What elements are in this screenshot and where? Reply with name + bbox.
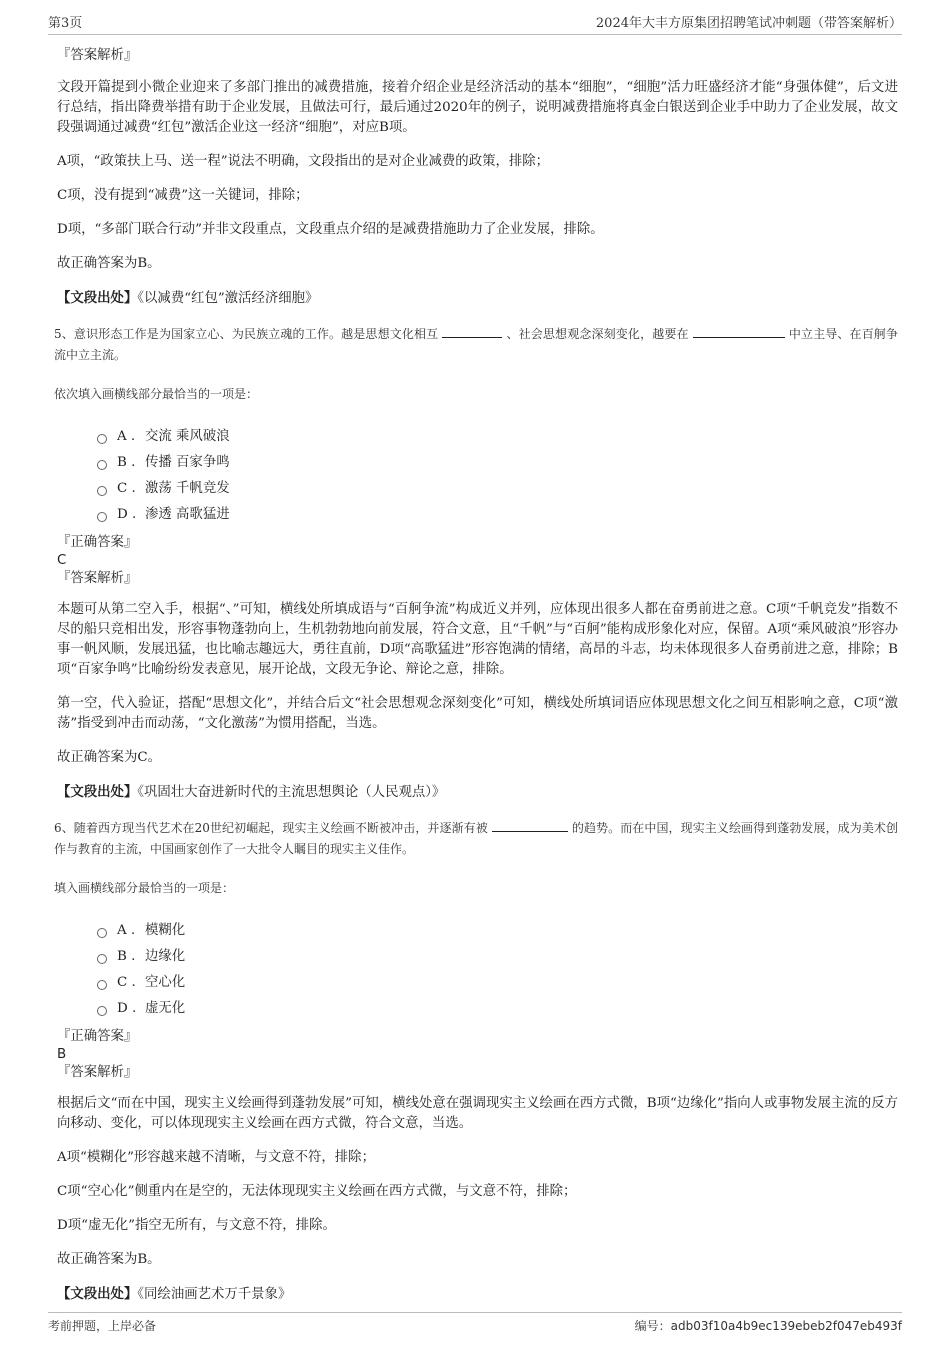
- answer-conclusion: 故正确答案为B。: [57, 1252, 161, 1267]
- page-footer: [48, 1312, 902, 1334]
- analysis-label: 『答案解析』: [57, 571, 138, 586]
- option-text: 渗透 高歌猛进: [145, 507, 230, 522]
- fill-blank: [442, 323, 502, 338]
- option-letter: A .: [117, 923, 136, 938]
- source-label: 【文段出处】: [57, 784, 138, 800]
- answer-conclusion: 故正确答案为B。: [57, 256, 161, 271]
- option-text: 交流 乘风破浪: [145, 429, 230, 444]
- option-c[interactable]: [97, 970, 898, 996]
- analysis-paragraph: D项“虚无化”指空无所有，与文意不符，排除。: [57, 1218, 336, 1233]
- question-text: 中立主导、在百舸争流中立主流。: [54, 327, 898, 362]
- analysis-label: 『答案解析』: [57, 1065, 138, 1080]
- option-text: 边缘化: [145, 949, 186, 964]
- question-6-stem: [54, 817, 898, 860]
- analysis-paragraph: 文段开篇提到小微企业迎来了多部门推出的减费措施，接着介绍企业是经济活动的基本“细胞”，“细胞”活力旺盛经济才能“身强体健”，后文进行总结，指出降费举措有助于企业发展，且做法可行，最后通过2020年的例子，说明减费措施将真金白银送到企业手中助力了企业发展，故文段强调通过减费“红包”激活企业这一经济“细胞”，对应B项。: [57, 80, 898, 135]
- radio-icon[interactable]: [97, 512, 107, 522]
- fill-blank: [492, 817, 568, 832]
- question-text: 、社会思想观念深刻变化，越要在: [506, 327, 689, 341]
- analysis-paragraph: C项“空心化”侧重内在是空的，无法体现现实主义绘画在西方式微，与文意不符，排除；: [57, 1184, 577, 1199]
- answer-conclusion: 故正确答案为C。: [57, 750, 161, 765]
- option-letter: D .: [117, 507, 137, 522]
- footer-slogan: 考前押题，上岸必备: [48, 1319, 157, 1333]
- option-letter: C .: [117, 481, 136, 496]
- code-label: 编号：: [634, 1319, 671, 1333]
- correct-answer: C: [57, 553, 67, 568]
- page-header: [48, 12, 902, 35]
- option-a[interactable]: [97, 424, 898, 450]
- option-d[interactable]: [97, 502, 898, 528]
- option-text: 模糊化: [145, 923, 186, 938]
- correct-answer: B: [57, 1047, 67, 1062]
- option-letter: A .: [117, 429, 136, 444]
- radio-icon[interactable]: [97, 928, 107, 938]
- analysis-paragraph: A项，“政策扶上马、送一程”说法不明确，文段指出的是对企业减费的政策，排除；: [57, 154, 550, 169]
- option-b[interactable]: [97, 944, 898, 970]
- source-line: [57, 782, 898, 803]
- page-number: 第3页: [48, 16, 83, 31]
- analysis-paragraph: D项，“多部门联合行动”并非文段重点，文段重点介绍的是减费措施助力了企业发展，排除。: [57, 222, 604, 237]
- option-text: 空心化: [145, 975, 186, 990]
- radio-icon[interactable]: [97, 980, 107, 990]
- analysis-paragraph: 根据后文“而在中国，现实主义绘画得到蓬勃发展”可知，横线处意在强调现实主义绘画在西方式微，B项“边缘化”指向人或事物发展主流的反方向移动、变化，可以体现现实主义绘画在西方式微，符合文意，当选。: [57, 1096, 898, 1131]
- source-line: [57, 1284, 898, 1305]
- question-6-options: [97, 918, 898, 1022]
- source-title: 《以减费“红包”激活经济细胞》: [137, 291, 319, 306]
- analysis-paragraph: 第一空，代入验证，搭配“思想文化”，并结合后文“社会思想观念深刻变化”可知，横线处所填词语应体现思想文化之间互相影响之意，C项“激荡”指受到冲击而动荡，“文化激荡”为惯用搭配，当选。: [57, 696, 898, 731]
- analysis-paragraph: 本题可从第二空入手，根据“、”可知，横线处所填成语与“百舸争流”构成近义并列，应体现出很多人都在奋勇前进之意。C项“千帆竞发”指数不尽的船只竞相出发，形容事物蓬勃向上，生机勃勃地向前发展，符合文意，且“千帆”与“百舸”能构成形象化对应，保留。A项“乘风破浪”形容办事一帆风顺，发展迅猛，也比喻志趣远大，勇往直前，D项“高歌猛进”形容饱满的情绪，高昂的斗志，均未体现很多人奋勇前进之意，排除；B项“百家争鸣”比喻纷纷发表意见，展开论战，文段无争论、辩论之意，排除。: [57, 602, 898, 677]
- analysis-paragraph: A项“模糊化”形容越来越不清晰，与文意不符，排除；: [57, 1150, 375, 1165]
- question-text: 6、随着西方现当代艺术在20世纪初崛起，现实主义绘画不断被冲击，并逐渐有被: [54, 821, 488, 835]
- question-text: 5、意识形态工作是为国家立心、为民族立魂的工作。越是思想文化相互: [54, 327, 439, 341]
- option-text: 传播 百家争鸣: [145, 455, 230, 470]
- option-c[interactable]: [97, 476, 898, 502]
- document-title: 2024年大丰方原集团招聘笔试冲刺题（带答案解析）: [595, 16, 902, 31]
- document-body: [54, 40, 898, 1305]
- question-instruction: 依次填入画横线部分最恰当的一项是：: [54, 387, 259, 401]
- radio-icon[interactable]: [97, 460, 107, 470]
- question-5-options: [97, 424, 898, 528]
- option-text: 激荡 千帆竞发: [145, 481, 230, 496]
- radio-icon[interactable]: [97, 954, 107, 964]
- question-text: 的趋势。而在中国，现实主义绘画得到蓬勃发展，成为美术创作与教育的主流，中国画家创作了一大批令人瞩目的现实主义佳作。: [54, 821, 898, 856]
- correct-answer-label: 『正确答案』: [57, 1029, 138, 1044]
- option-b[interactable]: [97, 450, 898, 476]
- code-value: adb03f10a4b9ec139ebeb2f047eb493f: [670, 1319, 902, 1333]
- option-letter: B .: [117, 455, 136, 470]
- source-line: [57, 288, 898, 309]
- option-text: 虚无化: [145, 1001, 186, 1016]
- source-title: 《同绘油画艺术万千景象》: [137, 1287, 292, 1302]
- correct-answer-label: 『正确答案』: [57, 535, 138, 550]
- option-letter: B .: [117, 949, 136, 964]
- document-code: [635, 1317, 902, 1334]
- source-label: 【文段出处】: [57, 290, 138, 306]
- source-label: 【文段出处】: [57, 1286, 138, 1302]
- option-a[interactable]: [97, 918, 898, 944]
- analysis-label: 『答案解析』: [57, 48, 138, 63]
- question-instruction: 填入画横线部分最恰当的一项是：: [54, 881, 235, 895]
- option-letter: D .: [117, 1001, 137, 1016]
- radio-icon[interactable]: [97, 486, 107, 496]
- question-5-stem: [54, 323, 898, 366]
- source-title: 《巩固壮大奋进新时代的主流思想舆论（人民观点）》: [137, 785, 446, 800]
- radio-icon[interactable]: [97, 1006, 107, 1016]
- option-letter: C .: [117, 975, 136, 990]
- analysis-paragraph: C项，没有提到“减费”这一关键词，排除；: [57, 188, 309, 203]
- fill-blank: [693, 323, 785, 338]
- option-d[interactable]: [97, 996, 898, 1022]
- radio-icon[interactable]: [97, 434, 107, 444]
